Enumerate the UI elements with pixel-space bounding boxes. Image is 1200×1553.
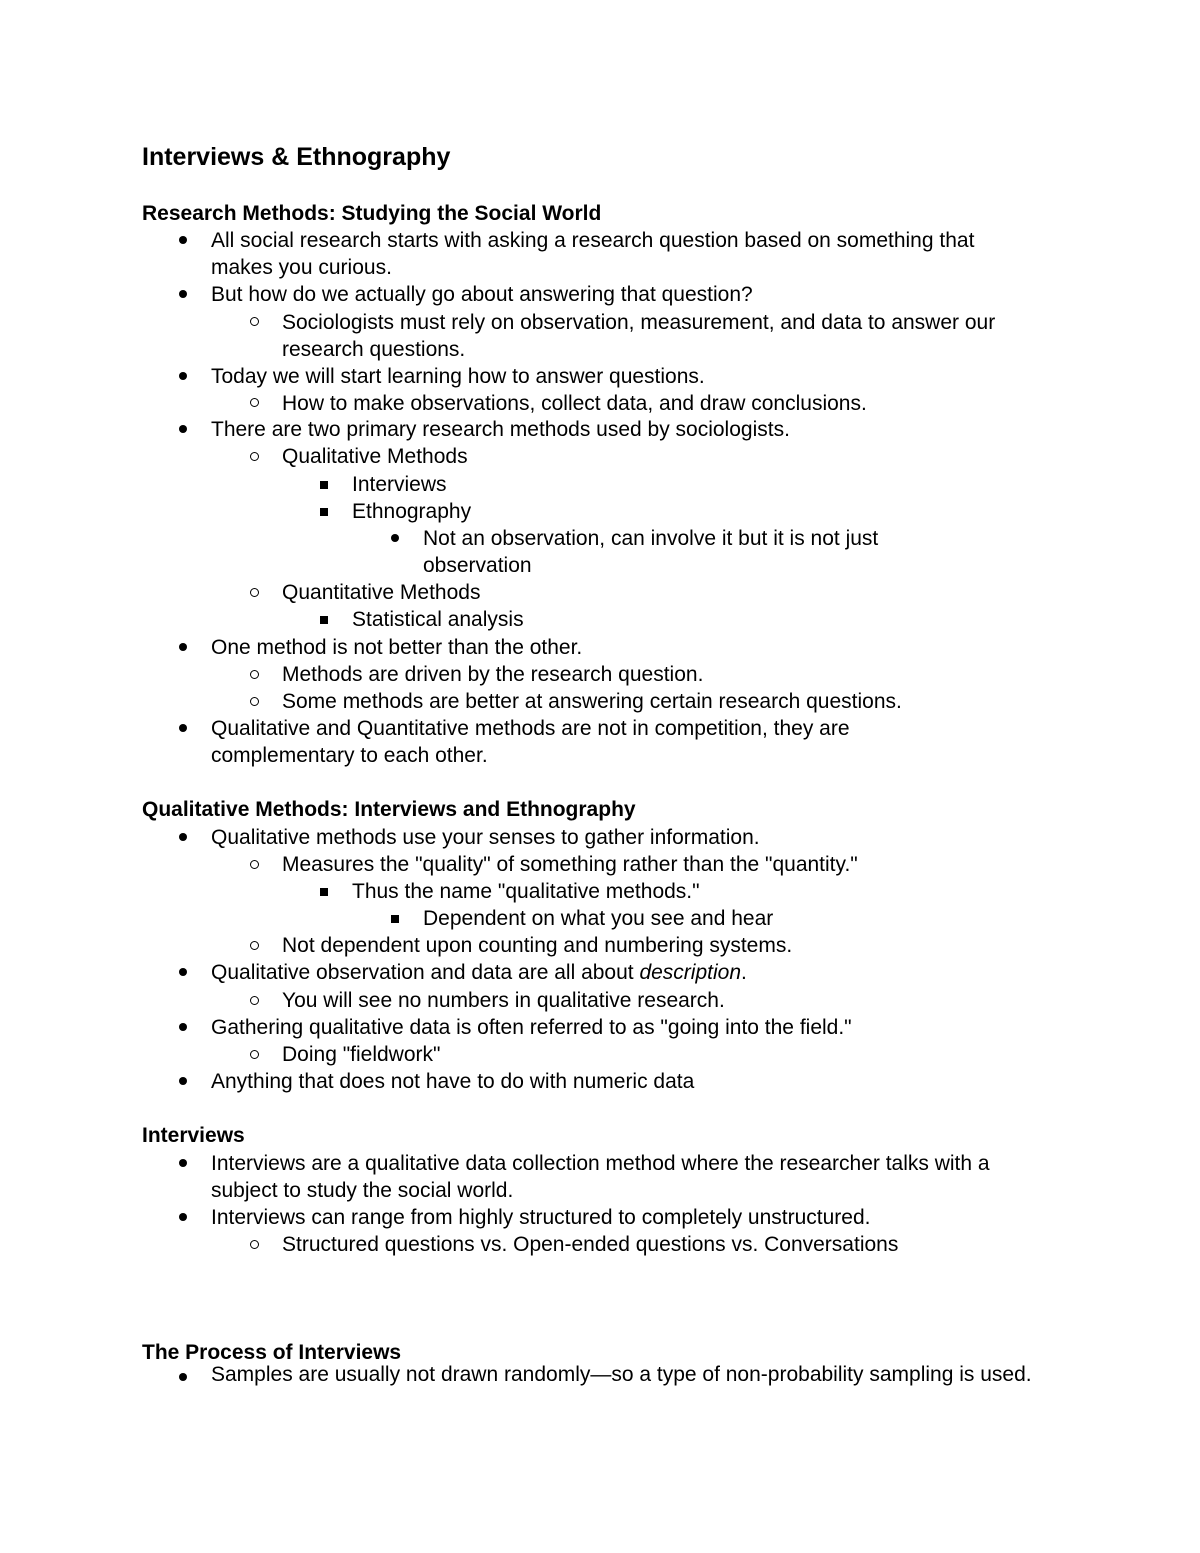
list-item-punctuation: . [741,961,747,984]
list-item: Qualitative and Quantitative methods are not in competition, they are complementary to each other. [211,717,850,767]
bullet-dot-icon [179,1077,187,1085]
list-item: Today we will start learning how to answer questions. [211,365,705,388]
bullet-dot-icon [179,290,187,298]
section-heading-qualitative-methods: Qualitative Methods: Interviews and Ethnography [142,798,636,821]
list-item: Ethnography [352,500,472,523]
emphasis-text: description [639,961,742,984]
list-item [211,959,747,986]
bullet-dot-icon [391,534,399,542]
bullet-square-icon [320,616,328,624]
bullet-dot-icon [179,425,187,433]
bullet-dot-icon [179,643,187,651]
list-item: Qualitative methods use your senses to gather information. [211,826,760,849]
bullet-dot-icon [179,968,187,976]
section-heading-research-methods: Research Methods: Studying the Social World [142,202,602,225]
list-item: Anything that does not have to do with numeric data [211,1070,695,1093]
page-title: Interviews & Ethnography [142,143,451,171]
list-item: Doing "fieldwork" [282,1043,441,1066]
bullet-ring-icon [250,670,259,679]
list-item: But how do we actually go about answering that question? [211,283,753,306]
list-item: Samples are usually not drawn randomly—so a type of non-probability sampling is used. [211,1363,1032,1386]
list-item: Gathering qualitative data is often referred to as "going into the field." [211,1016,852,1039]
list-item: Some methods are better at answering certain research questions. [282,690,902,713]
list-item: Methods are driven by the research question. [282,663,704,686]
bullet-dot-icon [179,1159,187,1167]
bullet-ring-icon [250,996,259,1005]
bullet-ring-icon [250,1050,259,1059]
list-item: Interviews are a qualitative data collection method where the researcher talks with a subject to study the social world. [211,1152,990,1202]
list-item: Dependent on what you see and hear [423,907,774,930]
bullet-dot-icon [179,724,187,732]
bullet-dot-icon [179,833,187,841]
bullet-ring-icon [250,452,259,461]
bullet-ring-icon [250,398,259,407]
list-item: Not an observation, can involve it but it is not just observation [423,527,879,577]
bullet-ring-icon [250,941,259,950]
list-item: How to make observations, collect data, and draw conclusions. [282,392,867,415]
bullet-ring-icon [250,1240,259,1249]
section-heading-process-of-interviews: The Process of Interviews [142,1341,402,1364]
bullet-square-icon [391,915,399,923]
list-item: Qualitative Methods [282,445,468,468]
bullet-dot-icon [179,1373,187,1381]
section-heading-interviews: Interviews [142,1124,245,1147]
list-item: All social research starts with asking a research question based on something that makes you curious. [211,229,975,279]
bullet-ring-icon [250,860,259,869]
list-item: Thus the name "qualitative methods." [352,880,700,903]
list-item-text: Qualitative observation and data are all about [211,961,640,984]
list-item: There are two primary research methods used by sociologists. [211,418,790,441]
list-item: One method is not better than the other. [211,636,583,659]
list-item: Sociologists must rely on observation, measurement, and data to answer our research questions. [282,311,996,361]
list-item: Interviews can range from highly structured to completely unstructured. [211,1206,871,1229]
bullet-square-icon [320,508,328,516]
list-item: Structured questions vs. Open-ended questions vs. Conversations [282,1233,899,1256]
list-item: Quantitative Methods [282,581,481,604]
bullet-dot-icon [179,236,187,244]
list-item: Measures the "quality" of something rather than the "quantity." [282,853,858,876]
list-item: Statistical analysis [352,608,524,631]
bullet-ring-icon [250,697,259,706]
bullet-dot-icon [179,372,187,380]
bullet-ring-icon [250,588,259,597]
bullet-square-icon [320,888,328,896]
bullet-ring-icon [250,317,259,326]
list-item: Interviews [352,473,447,496]
bullet-dot-icon [179,1213,187,1221]
list-item: You will see no numbers in qualitative research. [282,989,725,1012]
bullet-square-icon [320,481,328,489]
list-item: Not dependent upon counting and numbering systems. [282,934,793,957]
bullet-dot-icon [179,1023,187,1031]
